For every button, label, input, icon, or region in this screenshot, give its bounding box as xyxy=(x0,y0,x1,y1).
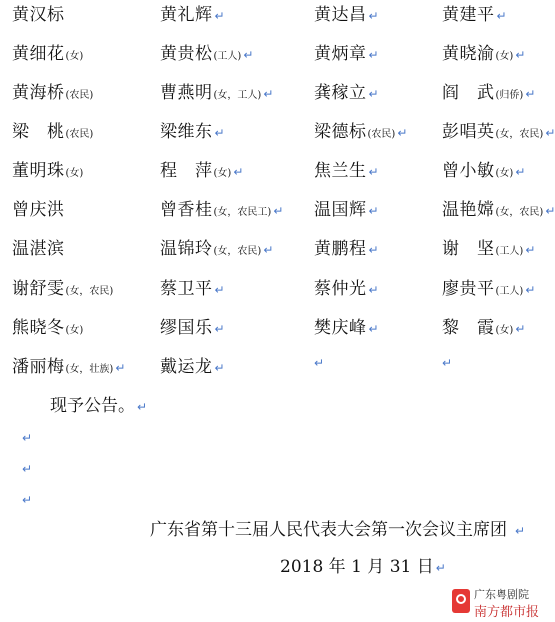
member-entry xyxy=(442,160,525,185)
member-note: (农民) xyxy=(65,129,94,140)
announcement xyxy=(50,395,147,418)
member-name: 潘丽梅 xyxy=(12,357,65,377)
return-mark-icon: ↵ xyxy=(233,165,244,179)
member-note: (女，工人) xyxy=(213,90,262,101)
return-mark-icon: ↵ xyxy=(368,87,379,101)
return-mark-icon: ↵ xyxy=(214,283,225,297)
return-mark-icon: ↵ xyxy=(115,361,126,375)
member-name: 黄炳章 xyxy=(314,44,367,64)
member-name: 黎 霞 xyxy=(442,318,495,338)
issue-date xyxy=(280,556,446,579)
member-entry xyxy=(314,121,407,146)
return-mark-icon: ↵ xyxy=(273,204,284,218)
return-mark-icon: ↵ xyxy=(214,322,225,336)
member-entry xyxy=(160,317,225,340)
member-name: 阎 武 xyxy=(442,83,495,103)
return-mark-icon: ↵ xyxy=(435,561,446,575)
member-name: 黄建平 xyxy=(442,5,495,25)
return-mark-icon: ↵ xyxy=(243,48,254,62)
member-entry xyxy=(12,238,65,260)
member-note: (女，农民工) xyxy=(213,207,272,218)
member-entry xyxy=(314,199,379,222)
return-mark-icon: ↵ xyxy=(368,48,379,62)
member-entry xyxy=(160,160,243,185)
member-name: 熊晓冬 xyxy=(12,318,65,338)
member-name: 董明珠 xyxy=(12,161,65,181)
member-name: 黄贵松 xyxy=(160,44,213,64)
return-mark-icon: ↵ xyxy=(368,322,379,336)
member-note: (女) xyxy=(65,325,84,336)
member-entry xyxy=(12,43,83,68)
member-note: (女，壮族) xyxy=(65,364,114,375)
issuer-text: 广东省第十三届人民代表大会第一次会议主席团 xyxy=(150,520,507,540)
member-name: 廖贵平 xyxy=(442,279,495,299)
member-note: (农民) xyxy=(367,129,396,140)
member-name: 蔡卫平 xyxy=(160,279,213,299)
return-mark-icon: ↵ xyxy=(22,462,33,476)
member-note: (女) xyxy=(65,168,84,179)
return-mark-icon: ↵ xyxy=(214,361,225,375)
return-mark-icon: ↵ xyxy=(515,322,526,336)
member-entry xyxy=(442,43,525,68)
member-entry xyxy=(160,121,225,144)
member-entry xyxy=(160,199,283,224)
member-entry xyxy=(442,238,535,263)
member-entry xyxy=(442,317,525,342)
member-note: (女，农民) xyxy=(65,286,114,297)
return-mark-icon: ↵ xyxy=(515,524,526,538)
member-name: 程 萍 xyxy=(160,161,213,181)
member-entry xyxy=(160,238,273,263)
member-entry xyxy=(314,238,379,261)
return-mark-icon: ↵ xyxy=(214,126,225,140)
member-entry xyxy=(314,4,379,27)
member-note: (农民) xyxy=(65,90,94,101)
member-entry xyxy=(442,82,535,107)
return-mark-icon: ↵ xyxy=(22,493,33,507)
member-entry xyxy=(314,160,379,183)
member-entry xyxy=(442,278,535,303)
member-entry xyxy=(160,82,273,107)
member-entry xyxy=(442,121,555,146)
member-name: 黄汉标 xyxy=(12,5,65,25)
member-note: (女) xyxy=(495,325,514,336)
member-name: 黄细花 xyxy=(12,44,65,64)
member-name: 黄鹏程 xyxy=(314,239,367,259)
return-mark-icon: ↵ xyxy=(263,87,274,101)
return-mark-icon: ↵ xyxy=(137,400,148,414)
watermark xyxy=(452,583,550,622)
member-entry xyxy=(160,4,225,27)
member-name: 焦兰生 xyxy=(314,161,367,181)
member-name: 梁德标 xyxy=(314,122,367,142)
announcement-text: 现予公告。 xyxy=(50,396,135,416)
member-name: 温艳嫦 xyxy=(442,200,495,220)
return-mark-icon: ↵ xyxy=(397,126,408,140)
newspaper-logo-icon xyxy=(452,589,470,613)
member-name: 曾香桂 xyxy=(160,200,213,220)
member-entry xyxy=(442,199,555,224)
member-entry xyxy=(314,317,379,340)
member-entry xyxy=(12,356,125,381)
member-note: (女) xyxy=(213,168,232,179)
member-note: (女，农民) xyxy=(495,207,544,218)
return-mark-icon: ↵ xyxy=(368,283,379,297)
member-name: 黄达昌 xyxy=(314,5,367,25)
date-text: 2018 年 1 月 31 日 xyxy=(280,557,434,577)
member-entry xyxy=(12,82,93,107)
member-name: 曾庆洪 xyxy=(12,200,65,220)
member-name: 黄海桥 xyxy=(12,83,65,103)
member-entry xyxy=(314,43,379,66)
member-name: 温国辉 xyxy=(314,200,367,220)
member-entry xyxy=(12,278,113,303)
member-entry xyxy=(442,4,507,27)
member-name: 谢舒雯 xyxy=(12,279,65,299)
return-mark-icon: ↵ xyxy=(525,243,536,257)
member-entry xyxy=(160,356,225,379)
member-name: 温锦玲 xyxy=(160,239,213,259)
return-mark-icon: ↵ xyxy=(368,243,379,257)
return-mark-icon: ↵ xyxy=(314,356,325,370)
return-mark-icon: ↵ xyxy=(368,165,379,179)
return-mark-icon: ↵ xyxy=(496,9,507,23)
member-note: (工人) xyxy=(213,51,242,62)
member-name: 蔡仲光 xyxy=(314,279,367,299)
member-note: (女，农民) xyxy=(213,246,262,257)
member-entry xyxy=(12,317,83,342)
return-mark-icon: ↵ xyxy=(515,48,526,62)
member-note: (女) xyxy=(65,51,84,62)
member-name: 温湛滨 xyxy=(12,239,65,259)
member-name: 谢 坚 xyxy=(442,239,495,259)
member-name: 缪国乐 xyxy=(160,318,213,338)
member-entry xyxy=(12,160,83,185)
member-note: (女) xyxy=(495,51,514,62)
watermark-source: 广东粤剧院 xyxy=(474,588,529,601)
member-entry xyxy=(12,199,65,221)
member-name: 龚稼立 xyxy=(314,83,367,103)
return-mark-icon: ↵ xyxy=(368,204,379,218)
issuer-signature xyxy=(150,519,525,542)
return-mark-icon: ↵ xyxy=(545,126,555,140)
member-entry xyxy=(12,121,93,146)
return-mark-icon: ↵ xyxy=(263,243,274,257)
return-mark-icon: ↵ xyxy=(525,87,536,101)
member-name: 曾小敏 xyxy=(442,161,495,181)
return-mark-icon: ↵ xyxy=(368,9,379,23)
member-note: (工人) xyxy=(495,246,524,257)
member-entry xyxy=(160,43,253,68)
return-mark-icon: ↵ xyxy=(525,283,536,297)
member-note: (女) xyxy=(495,168,514,179)
member-name: 彭唱英 xyxy=(442,122,495,142)
member-entry xyxy=(314,278,379,301)
member-note: (工人) xyxy=(495,286,524,297)
member-name: 黄礼辉 xyxy=(160,5,213,25)
return-mark-icon: ↵ xyxy=(442,356,453,370)
member-name: 梁维东 xyxy=(160,122,213,142)
return-mark-icon: ↵ xyxy=(545,204,555,218)
member-entry xyxy=(314,82,379,105)
return-mark-icon: ↵ xyxy=(22,431,33,445)
member-name: 曹燕明 xyxy=(160,83,213,103)
member-entry xyxy=(160,278,225,301)
member-note: (归侨) xyxy=(495,90,524,101)
member-name: 樊庆峰 xyxy=(314,318,367,338)
member-entry xyxy=(12,4,65,26)
member-name: 梁 桃 xyxy=(12,122,65,142)
member-name: 黄晓渝 xyxy=(442,44,495,64)
member-note: (女，农民) xyxy=(495,129,544,140)
return-mark-icon: ↵ xyxy=(214,9,225,23)
return-mark-icon: ↵ xyxy=(515,165,526,179)
watermark-publisher: 南方都市报 xyxy=(474,605,540,620)
member-name: 戴运龙 xyxy=(160,357,213,377)
